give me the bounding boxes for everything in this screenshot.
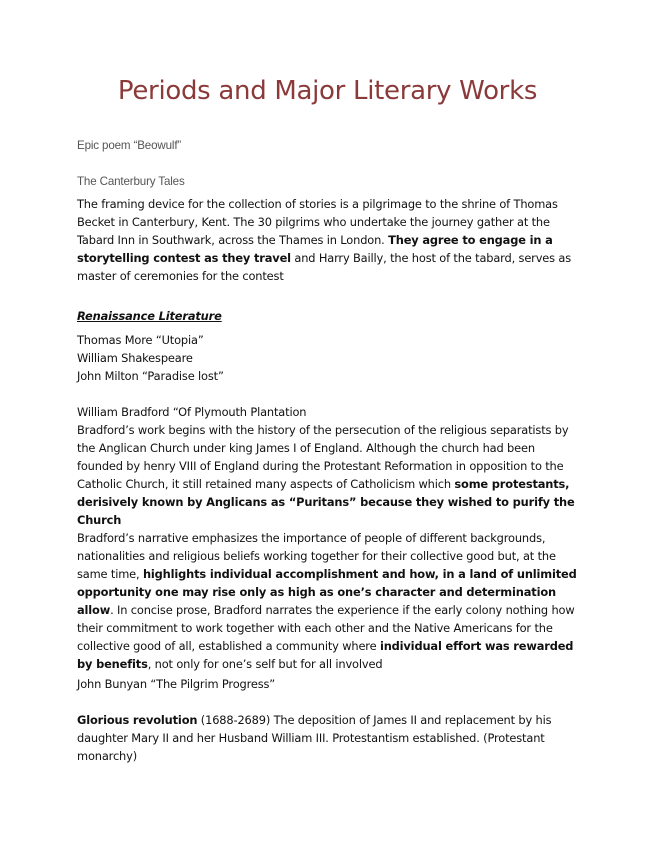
bradford-paragraph-1: [77, 421, 582, 529]
glorious-revolution-bold: Glorious revolution: [77, 713, 198, 727]
renaissance-work: William Shakespeare: [77, 351, 193, 365]
bradford-p1-text: Bradford’s work begins with the history of the persecution of the religious separatists by the Anglican Church under king James I of England. Although the church had been founded by henry VIII of England during the Protestant Reformation in opposition to the Catholic Church, it still retained many aspects of Catholicism which: [77, 423, 569, 491]
renaissance-work: John Milton “Paradise lost”: [77, 369, 224, 383]
bradford-p2-text-b: . In concise prose, Bradford narrates the experience if the early colony nothing how their commitment to work together with each other and the Native Americans for the collective good of all, established a community where: [77, 603, 575, 653]
bradford-p2-text-c: , not only for one’s self but for all involved: [147, 657, 383, 671]
glorious-revolution-text: (1688-2689) The deposition of James II and replacement by his daughter Mary II and her Husband William III. Protestantism established. (Protestant monarchy): [77, 713, 552, 763]
canterbury-heading: The Canterbury Tales: [77, 175, 185, 188]
bradford-p2-bold-a: highlights individual accomplishment and how, in a land of unlimited opportunity one may rise only as high as one’s character and determination allow: [77, 567, 577, 617]
canterbury-text-a: The framing device for the collection of stories is a pilgrimage to the shrine of Thomas Becket in Canterbury, Kent. The 30 pilgrims who undertake the journey gather at the Tabard Inn in Southwark, across the Thames in London.: [77, 197, 558, 247]
bradford-paragraph-2: [77, 529, 582, 673]
canterbury-paragraph: [77, 195, 582, 285]
renaissance-work: Thomas More “Utopia”: [77, 333, 204, 347]
page-title: Periods and Major Literary Works: [117, 76, 538, 106]
bradford-p1-bold: some protestants, derisively known by Anglicans as “Puritans” because they wished to purify the Church: [77, 477, 575, 527]
glorious-revolution-paragraph: [77, 711, 582, 765]
renaissance-heading: Renaissance Literature: [77, 309, 222, 323]
bradford-heading: William Bradford “Of Plymouth Plantation: [77, 405, 307, 419]
bunyan-line: John Bunyan “The Pilgrim Progress”: [77, 677, 276, 691]
canterbury-text-b: and Harry Bailly, the host of the tabard, serves as master of ceremonies for the contest: [77, 251, 572, 283]
epic-poem-line: Epic poem “Beowulf”: [77, 139, 182, 152]
bradford-p2-bold-b: individual effort was rewarded by benefits: [77, 639, 574, 671]
bradford-p2-text-a: Bradford’s narrative emphasizes the importance of people of different backgrounds, nationalities and religious beliefs working together for their collective good but, at the same time,: [77, 531, 556, 581]
canterbury-bold-a: They agree to engage in a storytelling contest as they travel: [77, 233, 553, 265]
